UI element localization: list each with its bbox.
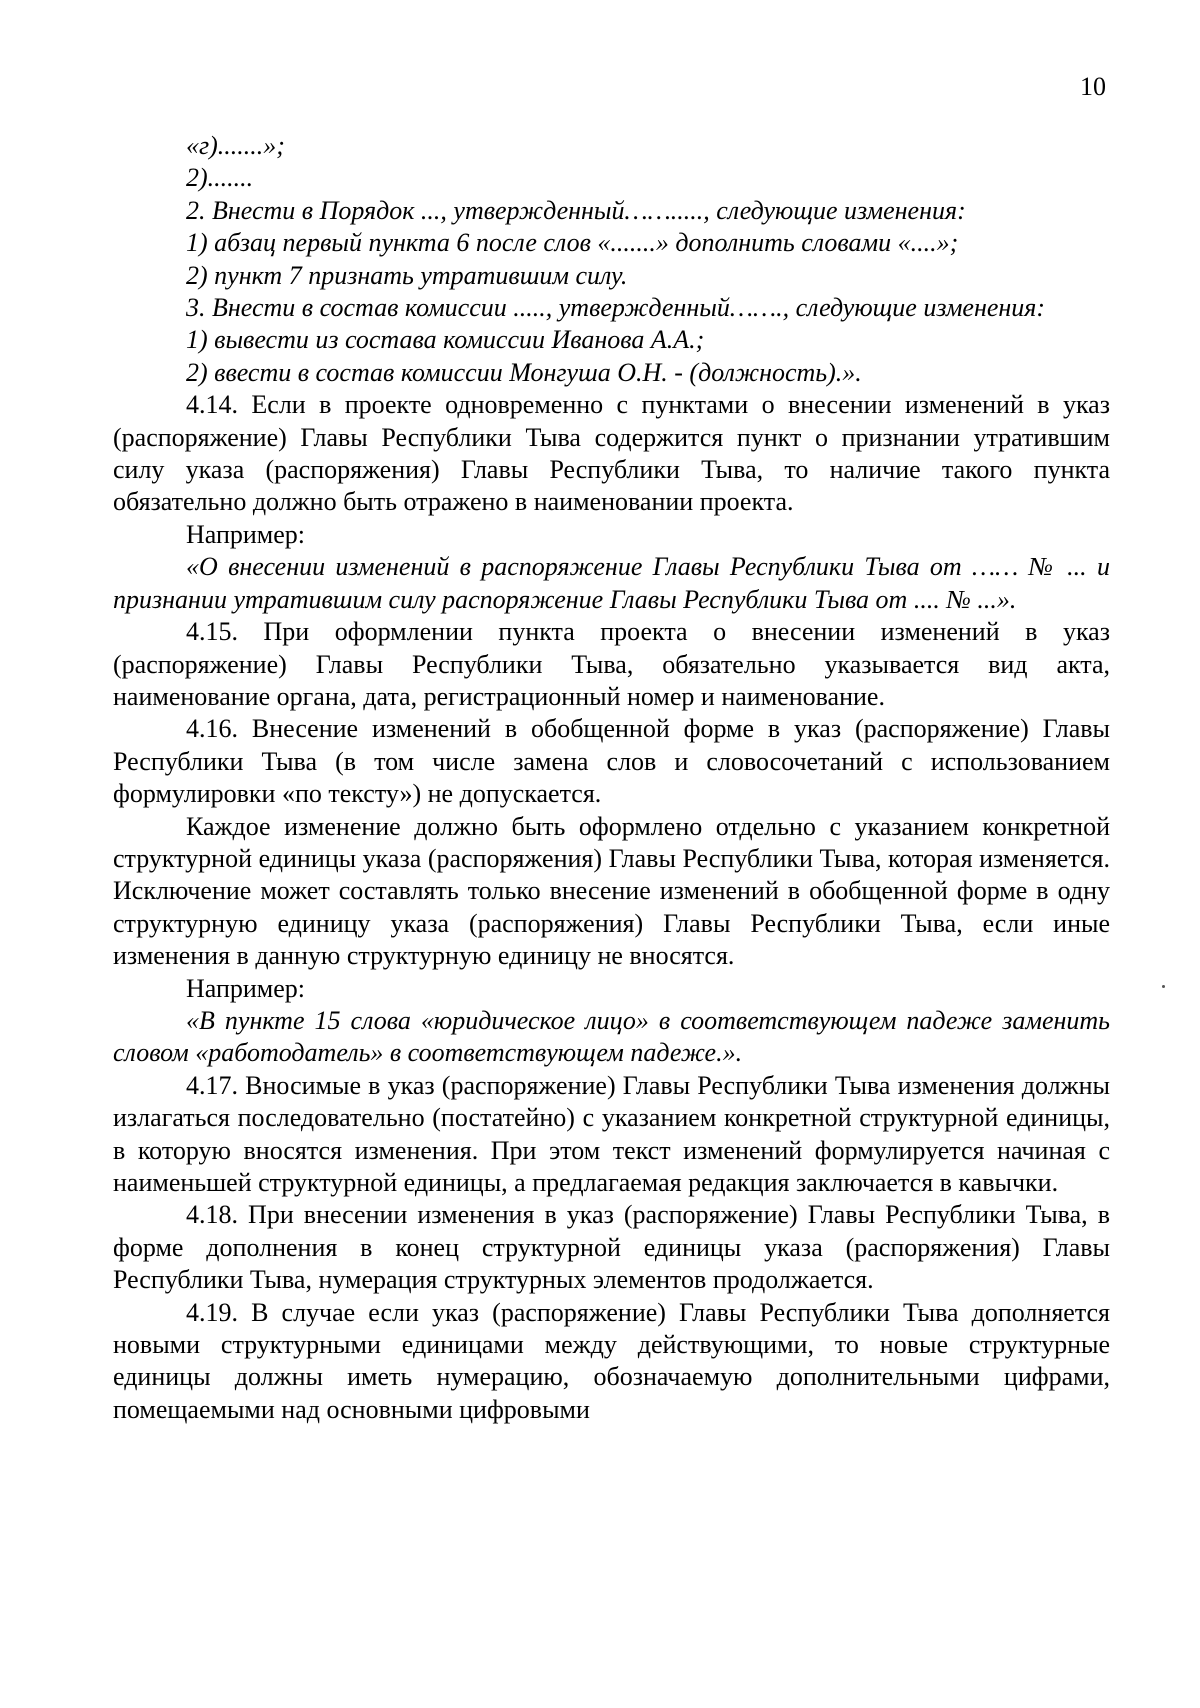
example-title: «О внесении изменений в распоряжение Главы Республики Тыва от …… № ... и признании утратившим силу распоряжение Главы Республики Тыва от .... № ...». bbox=[113, 552, 1110, 614]
example-item-2-1: 1) абзац первый пункта 6 после слов «.......» дополнить словами «....»; bbox=[186, 228, 959, 258]
example-item-3: 3. Внести в состав комиссии ....., утвержденный……., следующие изменения: bbox=[186, 293, 1046, 323]
clause-4-19: 4.19. В случае если указ (распоряжение) Главы Республики Тыва дополняется новыми структурными единицами между действующими, то новые структурные единицы должны иметь нумерацию, обозначаемую дополнительными цифрами, помещаемыми над основными цифровыми bbox=[113, 1297, 1110, 1424]
clause-4-15: 4.15. При оформлении пункта проекта о внесении изменений в указ (распоряжение) Главы Республики Тыва, обязательно указывается вид акта, наименование органа, дата, регистрационный номер и наименование. bbox=[113, 617, 1110, 711]
example-label: Например: bbox=[186, 519, 306, 549]
example-replacement: «В пункте 15 слова «юридическое лицо» в соответствующем падеже заменить словом «работодатель» в соответствующем падеже.». bbox=[113, 1005, 1110, 1068]
example-item-3-2: 2) ввести в состав комиссии Монгуша О.Н. - (должность).». bbox=[186, 357, 862, 387]
clause-4-14: 4.14. Если в проекте одновременно с пунктами о внесении изменений в указ (распоряжение) Главы Республики Тыва содержится пункт о признании утратившим силу указа (распоряжения) Главы Республики Тыва, то наличие такого пункта обязательно должно быть отражено в наименовании проекта. bbox=[113, 390, 1110, 517]
page-number: 10 bbox=[1080, 72, 1106, 101]
example-item-3-1: 1) вывести из состава комиссии Иванова А.А.; bbox=[186, 325, 705, 355]
quoted-subitem-g: «г).......»; bbox=[186, 131, 285, 160]
document-body bbox=[113, 130, 1110, 1426]
quoted-subitem-2: 2)....... bbox=[186, 163, 254, 193]
example-item-2: 2. Внести в Порядок ..., утвержденный……....., следующие изменения: bbox=[186, 195, 966, 225]
clause-4-16: 4.16. Внесение изменений в обобщенной форме в указ (распоряжение) Главы Республики Тыва (в том числе замена слов и словосочетаний с использованием формулировки «по тексту») не допускается. bbox=[113, 714, 1110, 809]
example-label: Например: bbox=[186, 973, 306, 1003]
clause-4-17: 4.17. Вносимые в указ (распоряжение) Главы Республики Тыва изменения должны излагаться последовательно (постатейно) с указанием конкретной структурной единицы, в которую вносятся изменения. При этом текст изменений формулируется начиная с наименьшей структурной единицы, а предлагаемая редакция заключается в кавычки. bbox=[113, 1070, 1110, 1197]
clause-4-16-continuation: Каждое изменение должно быть оформлено отдельно с указанием конкретной структурной единицы указа (распоряжения) Главы Республики Тыва, которая изменяется. Исключение может составлять только внесение изменений в обобщенной форме в одну структурную единицу указа (распоряжения) Главы Республики Тыва, если иные изменения в данную структурную единицу не вносятся. bbox=[113, 811, 1110, 971]
clause-4-18: 4.18. При внесении изменения в указ (распоряжение) Главы Республики Тыва, в форме дополнения в конец структурной единицы указа (распоряжения) Главы Республики Тыва, нумерация структурных элементов продолжается. bbox=[113, 1200, 1110, 1295]
scan-dot bbox=[1162, 985, 1165, 988]
example-item-2-2: 2) пункт 7 признать утратившим силу. bbox=[186, 260, 628, 290]
